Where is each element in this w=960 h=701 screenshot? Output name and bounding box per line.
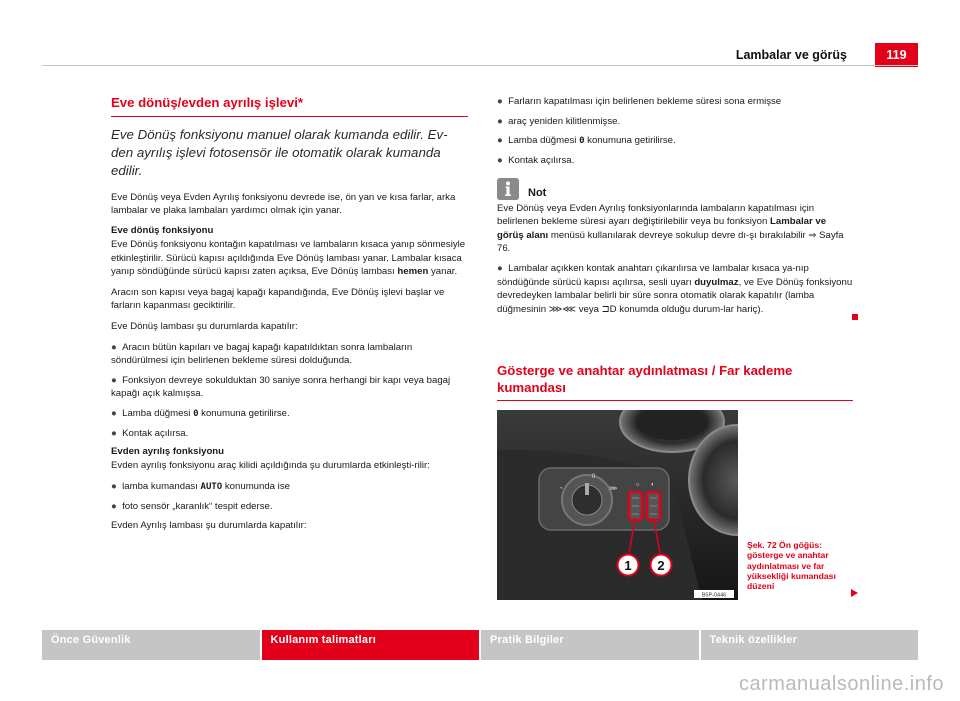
eve-donus-paragraph-3: Eve Dönüş lambası şu durumlarda kapatılır:: [111, 321, 298, 332]
list-item: ● lamba kumandası AUTO konumunda ise: [111, 481, 290, 493]
menu-name: Lambalar ve görüş alanı: [497, 216, 827, 241]
svg-text:0: 0: [592, 474, 596, 480]
info-note-icon-glyph: [497, 178, 519, 200]
header-rule: [42, 65, 918, 66]
continue-arrow-icon: [851, 589, 858, 597]
list-item: ● Aracın bütün kapıları ve bagaj kapağı kapatıldıktan sonra lambaların söndürülmesi için belirlenen bekleme süresi dolduğunda.: [111, 341, 413, 367]
text-run: Lamba düğmesi: [122, 408, 194, 420]
left-column: [111, 95, 468, 540]
list-item-text: Aracın bütün kapıları ve bagaj kapağı kapatıldıktan sonra lambaların söndürülmesi için belirlenen bekleme süresi dolduğunda.: [111, 341, 413, 367]
evden-ayrilis-paragraph-1: Evden ayrılış fonksiyonu araç kilidi açıldığında şu durumlarda etkinleşti-rilir:: [111, 460, 430, 472]
text-run: konumunda ise: [222, 481, 290, 493]
list-item-text: Fonksiyon devreye sokulduktan 30 saniye sonra herhangi bir kapı veya bagaj kapağı açık kalmışsa.: [111, 374, 451, 400]
eve-donus-heading: Eve dönüş fonksiyonu: [111, 224, 214, 236]
text-run: lamba kumandası: [122, 481, 201, 493]
text-run: Lambalar açıkken kontak anahtarı çıkarılırsa ve lambalar kısaca ya-nıp söndüğünde sürücü kapısı açılırsa, sesli uyarı: [497, 263, 809, 288]
text-run: konumuna getirilirse.: [584, 135, 676, 147]
dashboard-light-switch-photo: [497, 410, 738, 600]
evden-ayrilis-heading: Evden ayrılış fonksiyonu: [111, 446, 225, 458]
right-column: [497, 95, 853, 322]
svg-text:◐: ◐: [651, 482, 655, 488]
svg-text:◔: ◔: [559, 486, 563, 492]
list-item: ● Kontak açılırsa.: [497, 154, 575, 166]
section-title-eve-donus: Eve dönüş/evden ayrılış işlevi*: [111, 95, 468, 117]
text-run: , ve Eve Dönüş fonksiyonu devredeyken lambalar belirli bir süre sonra otomatik olarak kapatılır (lamba düğmesinin: [497, 276, 853, 315]
figure-label-1: 1: [624, 558, 632, 573]
text-run: Eve Dönüş fonksiyonu kontağın kapatılması ve lambaların kısaca yanıp sönmesiyle etkinleştirilir. Sürücü kapısı açıldığında Eve Dönüş lambası yanar. Lambalar kısaca yanıp söndüğünde sürücü kapısı zaten açıksa, Eve Dönüş lambası: [111, 238, 466, 278]
list-item: ● araç yeniden kilitlenmişse.: [497, 115, 621, 127]
section-end-marker: [852, 314, 858, 320]
section-title-gosterge: Gösterge ve anahtar aydınlatması / Far kademe kumandası: [497, 362, 853, 401]
emphasis-hemen: hemen: [397, 266, 429, 278]
text-run: yanar.: [428, 266, 458, 278]
list-item: ● foto sensör „karanlık“ tespit ederse.: [111, 500, 273, 512]
intro-paragraph: Eve Dönüş veya Evden Ayrılış fonksiyonu devrede ise, ön yan ve kısa farlar, arka lambalar ve plaka lambaları yardımcı olmak için yanar.: [111, 191, 456, 217]
list-item-text: foto sensör „karanlık“ tespit ederse.: [122, 500, 273, 512]
text-run: konumuna getirilirse.: [198, 408, 290, 420]
watermark: carmanualsonline.info: [738, 673, 944, 695]
tab-teknik-ozellikler[interactable]: Teknik özellikler: [701, 630, 919, 660]
list-item-text: araç yeniden kilitlenmişse.: [508, 115, 621, 127]
list-item-text: Farların kapatılması için belirlenen bekleme süresi sona ermişse: [508, 96, 782, 107]
dashboard-illustration: [497, 410, 738, 600]
eve-donus-paragraph-2: Aracın son kapısı veya bagaj kapağı kapandığında, Eve Dönüş işlevi başlar ve farların kapanması geciktirilir.: [111, 286, 445, 312]
svg-text:⋙: ⋙: [609, 486, 618, 492]
footer-nav: [42, 630, 918, 660]
list-item-text: Kontak açılırsa.: [508, 154, 575, 166]
list-item-text: Kontak açılırsa.: [122, 427, 189, 439]
text-run: konumda olduğu durum-lar hariç).: [616, 303, 764, 315]
text-run: veya: [576, 303, 602, 315]
note-header: [497, 178, 853, 200]
figure-label-2: 2: [657, 558, 665, 573]
switch-position-0-symbol: 0: [579, 136, 585, 147]
running-header-title: Lambalar ve görüş: [735, 48, 847, 62]
note-paragraph: [497, 202, 853, 256]
list-item: ● Lamba düğmesi 0 konumuna getirilirse.: [111, 408, 290, 420]
text-run: Eve Dönüş veya Evden Ayrılış fonksiyonlarında lambaların kapatılması için belirlenen bekleme süresi ayarı değiştirilebilir veya bu fonksiyon: [497, 202, 815, 228]
info-note-icon: [497, 178, 519, 200]
list-item: ● Lamba düğmesi 0 konumuna getirilirse.: [497, 135, 676, 147]
text-run: menüsü kullanılarak devreye sokulup devre dı-şı bırakılabilir ⇒ Sayfa 76.: [497, 229, 844, 255]
svg-text:☼: ☼: [635, 482, 641, 488]
evden-ayrilis-paragraph-2: Evden Ayrılış lambası şu durumlarda kapatılır:: [111, 520, 307, 532]
list-item: ● Fonksiyon devreye sokulduktan 30 saniye sonra herhangi bir kapı veya bagaj kapağı açık kalmışsa.: [111, 374, 451, 400]
text-run: Lamba düğmesi: [508, 135, 580, 147]
note-list-item: ● Lambalar açıkken kontak anahtarı çıkarılırsa ve lambalar kısaca ya-nıp söndüğünde sürücü kapısı açılırsa, sesli uyarı duyulmaz, ve Eve Dönüş fonksiyonu devredeyken lambalar belirli bir süre sonra otomatik olarak kapatılır (lamba düğmesinin ⋙⋘ veya ⊐D konumda olduğu durum-lar hariç).: [497, 263, 853, 315]
side-light-symbol: ⋙⋘: [548, 303, 577, 315]
figure-code: B5P-0446: [701, 592, 727, 599]
list-item: ● Farların kapatılması için belirlenen bekleme süresi sona ermişse: [497, 96, 782, 107]
page-number: 119: [875, 43, 918, 67]
switch-position-0-symbol: 0: [193, 409, 199, 420]
eve-donus-paragraph-1: [111, 238, 468, 279]
note-title: Not: [528, 186, 547, 199]
lead-paragraph: Eve Dönüş fonksiyonu manuel olarak kumanda edilir. Ev-den ayrılış işlevi fotosensör ile otomatik olarak kumanda edilir.: [111, 126, 448, 178]
figure-caption: Şek. 72 Ön göğüs: gösterge ve anahtar aydınlatması ve far yüksekliği kumandası düzeni: [747, 540, 836, 592]
tab-once-guvenlik[interactable]: Önce Güvenlik: [42, 630, 260, 660]
switch-position-auto-symbol: AUTO: [200, 482, 223, 493]
list-item: ● Kontak açılırsa.: [111, 427, 189, 439]
tab-kullanim-talimatlari[interactable]: Kullanım talimatları: [262, 630, 480, 660]
parking-light-symbol: ⊐D: [601, 303, 617, 315]
tab-pratik-bilgiler[interactable]: Pratik Bilgiler: [481, 630, 699, 660]
emphasis-duyulmaz: duyulmaz: [694, 276, 739, 288]
